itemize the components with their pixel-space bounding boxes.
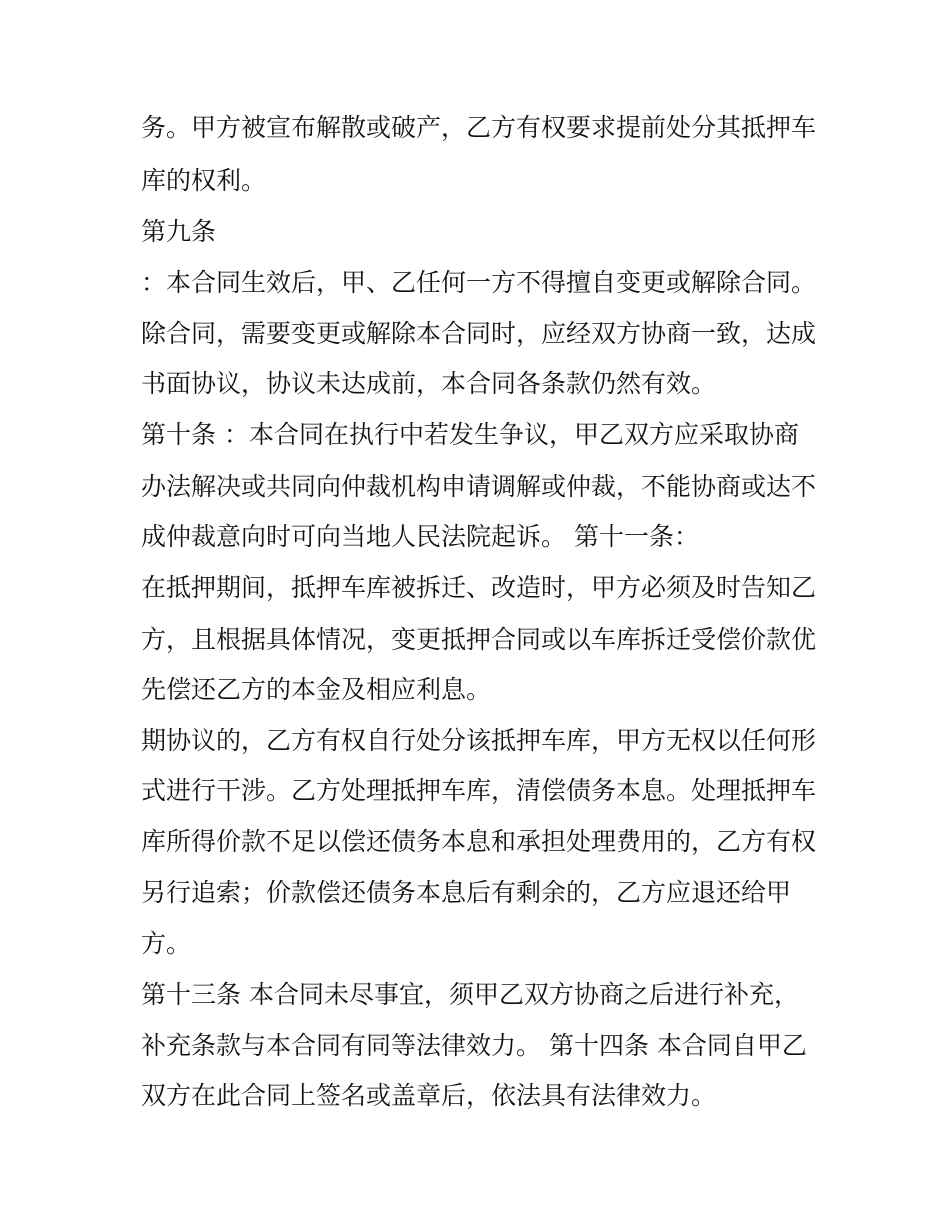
- text-line: 第十三条 本合同未尽事宜，须甲乙双方协商之后进行补充，: [141, 980, 799, 1009]
- text-line: 期协议的，乙方有权自行处分该抵押车库，甲方无权以任何形: [141, 726, 817, 755]
- text-line: 式进行干涉。乙方处理抵押车库，清偿债务本息。处理抵押车: [141, 776, 817, 805]
- text-line: 办法解决或共同向仲裁机构申请调解或仲裁，不能协商或达不: [141, 472, 817, 501]
- text-line: ：本合同生效后，甲、乙任何一方不得擅自变更或解除合同。: [141, 268, 817, 297]
- text-line: 方，且根据具体情况，变更抵押合同或以车库拆迁受偿价款优: [141, 625, 817, 654]
- article-heading: 第九条: [141, 217, 217, 246]
- text-line: 双方在此合同上签名或盖章后，依法具有法律效力。: [141, 1081, 717, 1110]
- text-line: 库所得价款不足以偿还债务本息和承担处理费用的，乙方有权: [141, 827, 817, 856]
- text-line: 成仲裁意向时可向当地人民法院起诉。 第十一条：: [141, 522, 699, 551]
- text-line: 库的权利。: [141, 166, 267, 195]
- text-line: 补充条款与本合同有同等法律效力。 第十四条 本合同自甲乙: [141, 1031, 807, 1060]
- text-line: 另行追索；价款偿还债务本息后有剩余的，乙方应退还给甲: [141, 878, 792, 907]
- text-line: 书面协议，协议未达成前，本合同各条款仍然有效。: [141, 369, 717, 398]
- text-line: 先偿还乙方的本金及相应利息。: [141, 675, 492, 704]
- text-line: 方。: [141, 929, 192, 958]
- text-line: 在抵押期间，抵押车库被拆迁、改造时，甲方必须及时告知乙: [141, 573, 817, 602]
- text-line: 第十条 ：本合同在执行中若发生争议，甲乙双方应采取协商: [141, 420, 799, 449]
- text-line: 务。甲方被宣布解散或破产，乙方有权要求提前处分其抵押车: [141, 113, 817, 142]
- text-line: 除合同，需要变更或解除本合同时，应经双方协商一致，达成: [141, 319, 817, 348]
